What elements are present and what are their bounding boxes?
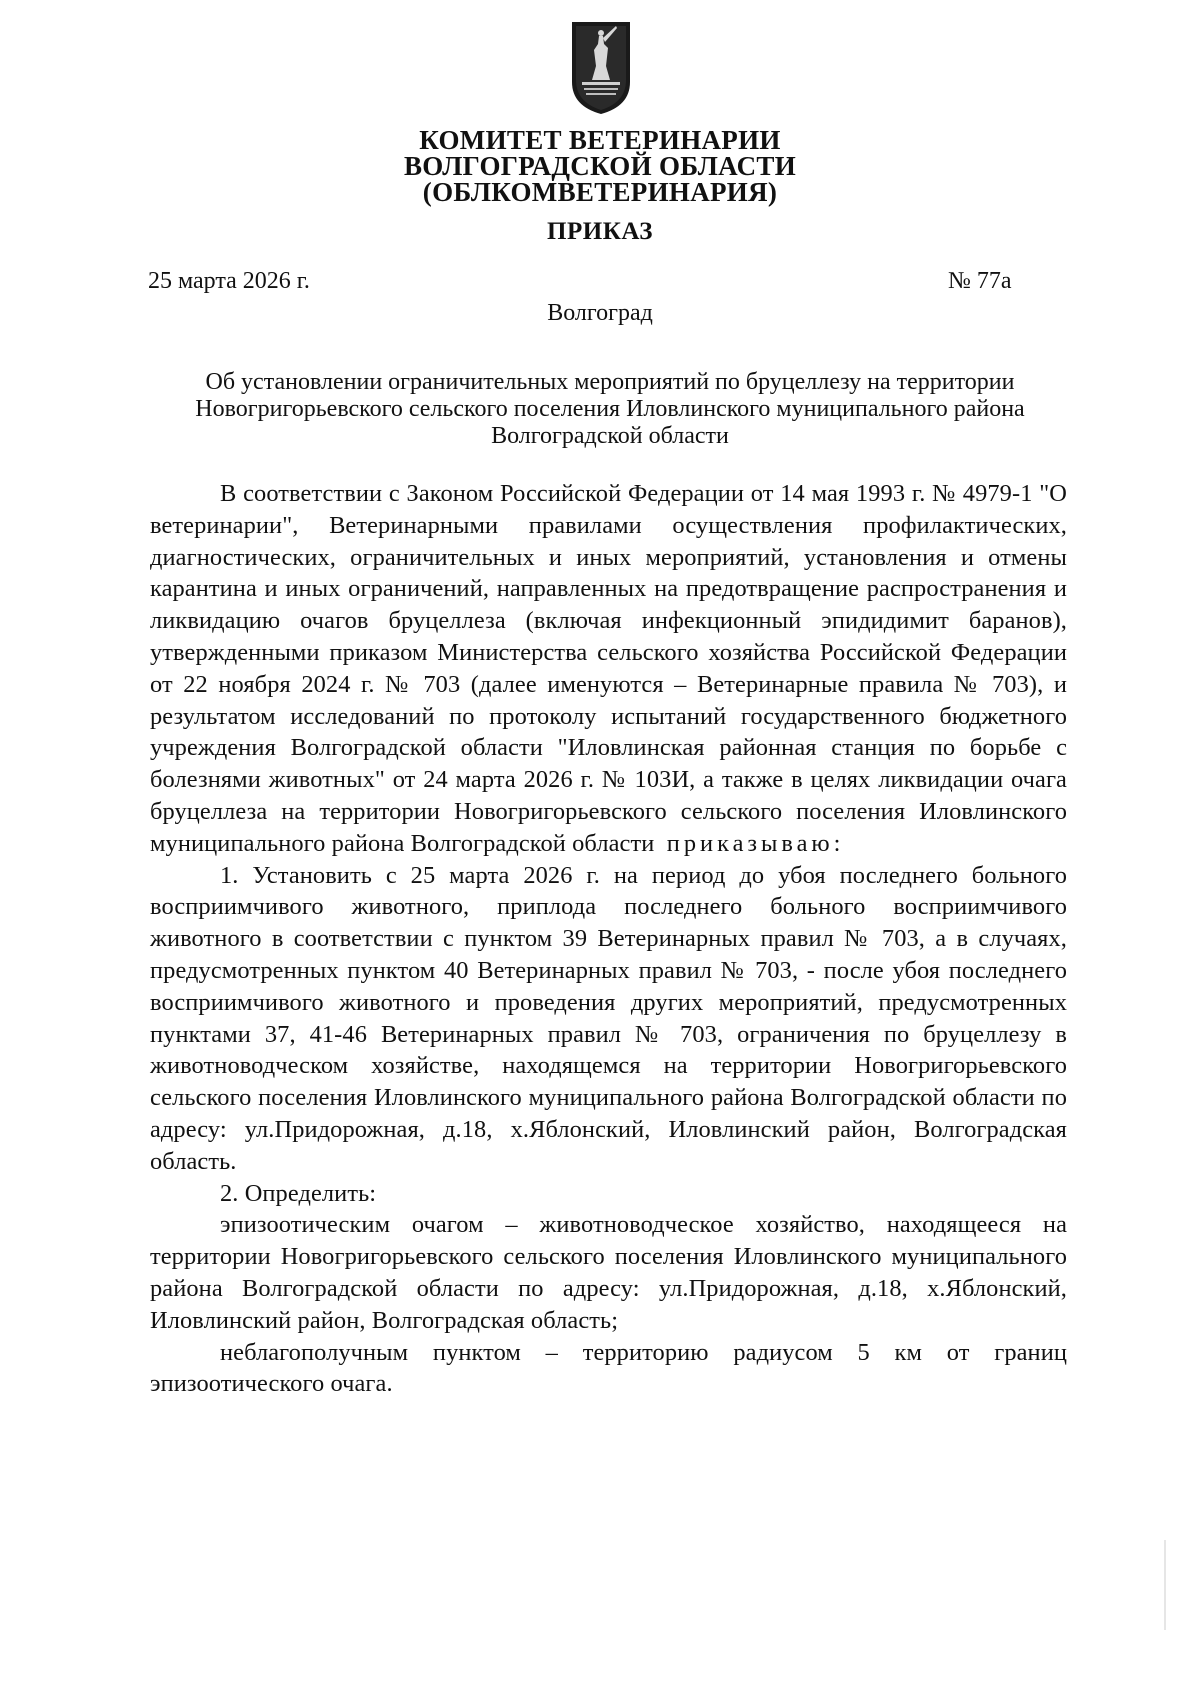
committee-name-line2: ВОЛГОГРАДСКОЙ ОБЛАСТИ <box>404 151 796 181</box>
order-body <box>150 478 1067 1400</box>
order-date: 25 марта 2026 г. <box>148 268 310 294</box>
item-2-focus-definition: эпизоотическим очагом – животноводческое хозяйство, находящееся на территории Новогригорьевского сельского поселения Иловлинского муниципального района Волгоградской области по адресу: ул.Придорожная, д.18, х.Яблонский, Иловлинский район, Волгоградская область; <box>150 1211 1067 1334</box>
committee-abbreviation: (ОБЛКОМВЕТЕРИНАРИЯ) <box>422 177 778 207</box>
volgograd-coat-of-arms-icon <box>570 20 632 116</box>
scan-edge-mark <box>1164 1540 1166 1630</box>
document-type-heading: ПРИКАЗ <box>547 218 653 245</box>
committee-name-line1: КОМИТЕТ ВЕТЕРИНАРИИ <box>419 125 781 155</box>
item-2-heading: 2. Определить: <box>220 1179 377 1207</box>
order-title: Об установлении ограничительных мероприятий по бруцеллезу на территории Новогригорьевского сельского поселения Иловлинского муниципального района Волгоградской области <box>195 369 1025 449</box>
issue-city: Волгоград <box>547 300 653 326</box>
preamble-paragraph <box>150 478 1067 860</box>
item-2-area-definition: неблагополучным пунктом – территорию радиусом 5 км от границ эпизоотического очага. <box>150 1338 1067 1398</box>
order-number: № 77а <box>948 268 1012 294</box>
item-1-paragraph: 1. Установить с 25 марта 2026 г. на период до убоя последнего больного восприимчивого животного, приплода последнего больного восприимчивого животного в соответствии с пунктом 39 Ветеринарных правил № 703, а в случаях, предусмотренных пунктом 40 Ветеринарных правил № 703, - после убоя последнего восприимчивого животного и проведения других мероприятий, предусмотренных пунктами 37, 41-46 Ветеринарных правил № 703, ограничения по бруцеллезу в животноводческом хозяйстве, находящемся на территории Новогригорьевского сельского поселения Иловлинского муниципального района Волгоградской области по адресу: ул.Придорожная, д.18, х.Яблонский, Иловлинский район, Волгоградская область. <box>150 861 1067 1175</box>
preamble-text: В соответствии с Законом Российской Федерации от 14 мая 1993 г. № 4979-1 "О ветеринарии", Ветеринарными правилами осуществления профилактических, диагностических, ограничительных и иных мероприятий, установления и отмены карантина и иных ограничений, направленных на предотвращение распространения и ликвидацию очагов бруцеллеза (включая инфекционный эпидидимит баранов), утвержденными приказом Министерства сельского хозяйства Российской Федерации от 22 ноября 2024 г. № 703 (далее именуются – Ветеринарные правила № 703), и результатом исследований по протоколу испытаний государственного бюджетного учреждения Волгоградской области "Иловлинская районная станция по борьбе с болезнями животных" от 24 марта 2026 г. № 103И, а также в целях ликвидации очага бруцеллеза на территории Новогригорьевского сельского поселения Иловлинского муниципального района Волгоградской области <box>150 480 1067 857</box>
order-word: приказываю: <box>666 829 845 857</box>
